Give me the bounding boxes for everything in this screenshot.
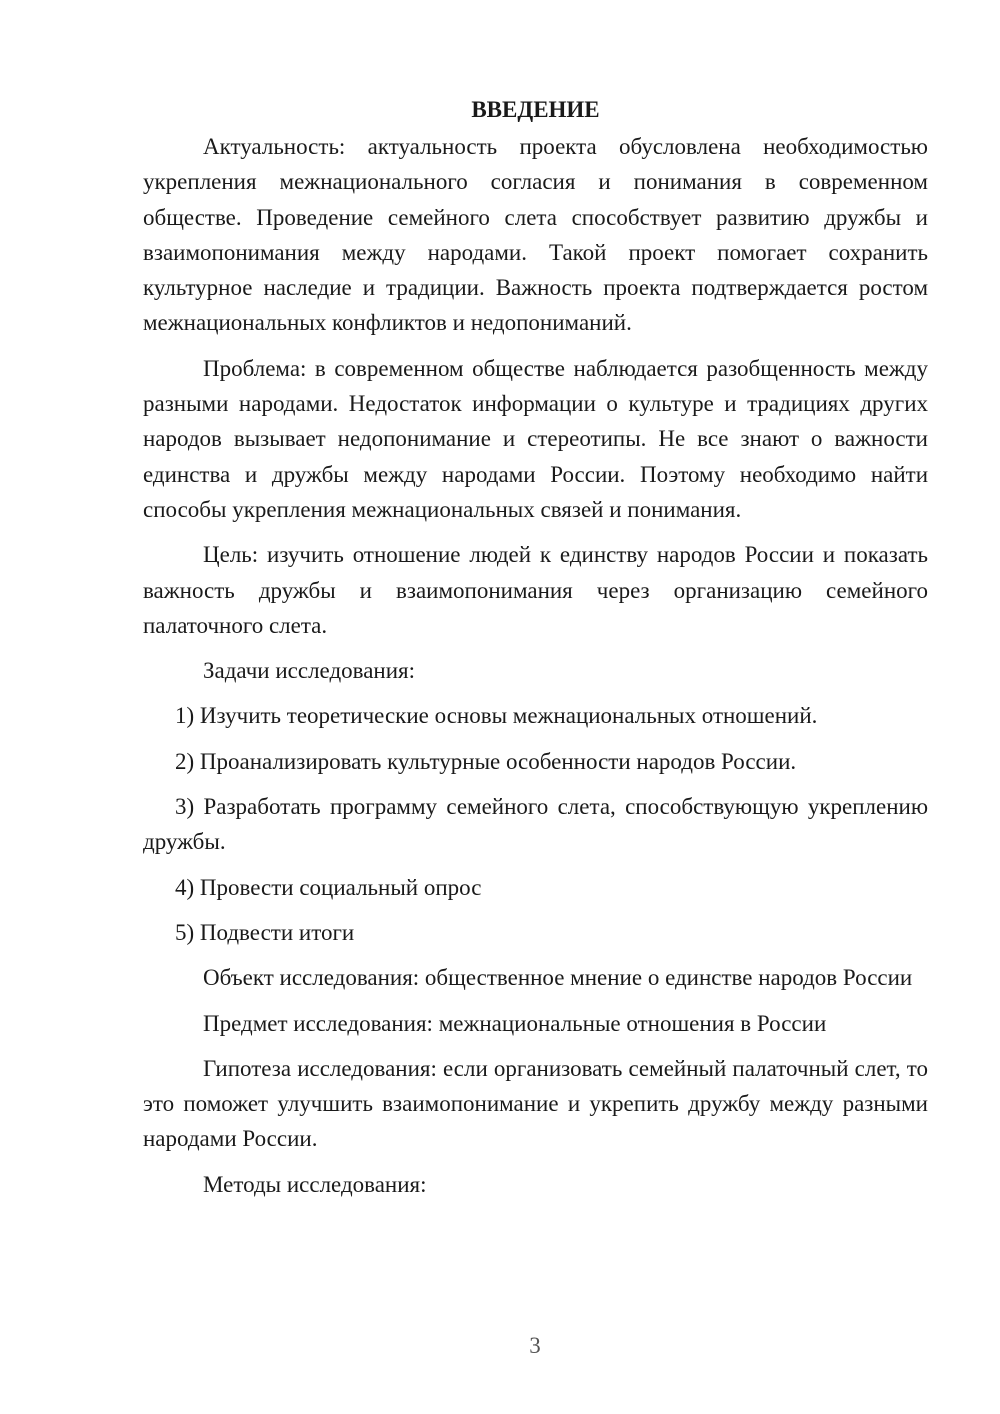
task-item: 1) Изучить теоретические основы межнациональных отношений. [175,703,818,729]
task-item: 4) Провести социальный опрос [175,874,482,900]
goal-paragraph: Цель: изучить отношение людей к единству народов России и показать важность дружбы и взаимопонимания через организацию семейного палаточного слета. [143,542,928,638]
tasks-title: Задачи исследования: [203,658,416,684]
task-item: 3) Разработать программу семейного слета, способствующую укреплению дружбы. [143,794,928,855]
subject-paragraph: Предмет исследования: межнациональные отношения в России [203,1010,827,1036]
relevance-paragraph: Актуальность: актуальность проекта обусловлена необходимостью укрепления межнационального согласия и понимания в современном обществе. Проведение семейного слета способствует развитию дружбы и взаимопонимания между народами. Такой проект помогает сохранить культурное наследие и традиции. Важность проекта подтверждается ростом межнациональных конфликтов и недопониманий. [143,134,928,336]
hypothesis-paragraph: Гипотеза исследования: если организовать семейный палаточный слет, то это поможет улучшить взаимопонимание и укрепить дружбу между разными народами России. [143,1055,928,1152]
object-paragraph: Объект исследования: общественное мнение о единстве народов России [203,965,913,991]
document-page [143,92,928,1212]
methods-paragraph: Методы исследования: [203,1171,427,1197]
page-number: 3 [529,1333,541,1358]
problem-paragraph: Проблема: в современном обществе наблюдается разобщенность между разными народами. Недостаток информации о культуре и традициях других народов вызывает недопонимание и стереотипы. Не все знают о важности единства и дружбы между народами России. Поэтому необходимо найти способы укрепления межнациональных связей и понимания. [143,355,928,522]
task-item: 2) Проанализировать культурные особенности народов России. [175,748,797,774]
section-heading: ВВЕДЕНИЕ [471,97,600,122]
task-item: 5) Подвести итоги [175,919,355,945]
